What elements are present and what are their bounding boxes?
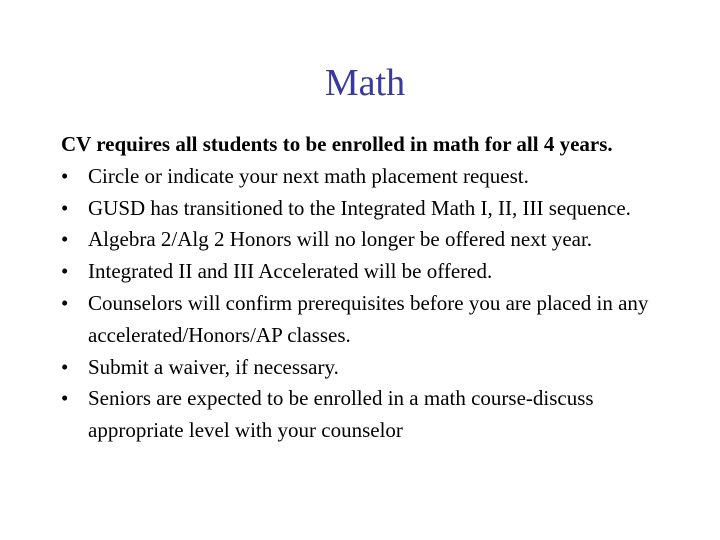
bullet-icon: • [61, 227, 69, 252]
intro-text: CV requires all students to be enrolled in math for all 4 years. [61, 132, 613, 156]
bullet-item [61, 352, 681, 384]
bullet-text: Seniors are expected to be enrolled in a math course-discuss appropriate level with your counselor [88, 386, 594, 443]
bullet-item [61, 193, 681, 225]
bullet-item [61, 161, 681, 193]
bullet-text: Counselors will confirm prerequisites before you are placed in any accelerated/Honors/AP classes. [88, 290, 649, 347]
bullet-text: Integrated II and III Accelerated will be offered. [88, 259, 493, 284]
bullet-item [61, 256, 681, 288]
bullet-text: Circle or indicate your next math placement request. [88, 163, 529, 188]
bullet-text: GUSD has transitioned to the Integrated Math I, II, III sequence. [88, 195, 631, 220]
bullet-icon: • [61, 163, 69, 188]
bullet-icon: • [61, 290, 69, 315]
slide-title: Math [324, 62, 406, 104]
bullet-item [61, 288, 681, 352]
bullet-icon: • [61, 354, 69, 379]
bullet-icon: • [61, 259, 69, 284]
bullet-item [61, 383, 681, 447]
bullet-item [61, 224, 681, 256]
bullet-icon: • [61, 386, 69, 411]
bullet-text: Submit a waiver, if necessary. [88, 354, 339, 379]
bullet-list [61, 161, 681, 447]
bullet-icon: • [61, 195, 69, 220]
bullet-text: Algebra 2/Alg 2 Honors will no longer be offered next year. [88, 227, 593, 252]
slide-content [61, 129, 681, 447]
